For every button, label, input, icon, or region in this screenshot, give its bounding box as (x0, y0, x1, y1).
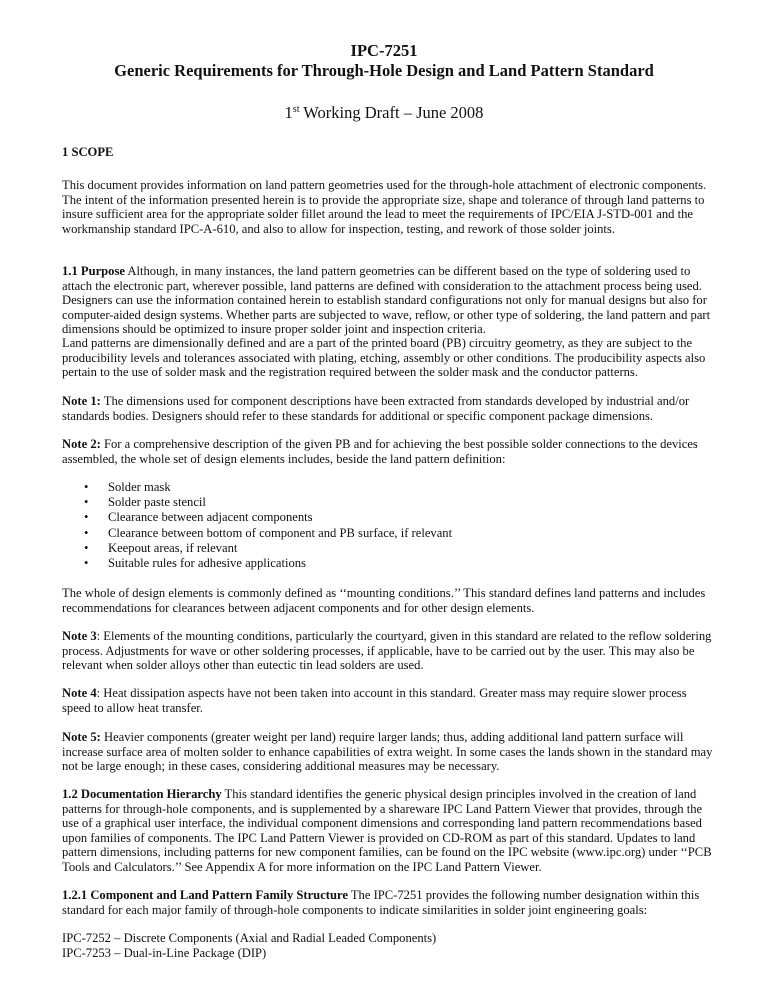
purpose-label: 1.1 Purpose (62, 264, 125, 278)
bullet-icon: • (84, 556, 89, 571)
title-block (0, 41, 768, 123)
bullet-icon: • (84, 510, 89, 525)
note1-text: The dimensions used for component descriptions have been extracted from standards developed by industrial and/or standards bodies. Designers should refer to these standards for additional or specific component package dimensions. (62, 394, 690, 423)
note1-paragraph (62, 394, 716, 423)
purpose-paragraph (62, 264, 716, 337)
doc-hierarchy-paragraph (62, 787, 716, 875)
note4-label: Note 4 (62, 686, 97, 700)
note4-paragraph (62, 686, 716, 715)
note3-paragraph (62, 629, 716, 673)
doc-title: Generic Requirements for Through-Hole Design and Land Pattern Standard (114, 61, 654, 80)
draft-ordinal: 1 (284, 103, 293, 122)
family-structure-text: The IPC-7251 provides the following number designation within this standard for each major family of through-hole components to indicate similarities in solder joint engineering goals: (62, 888, 700, 917)
note5-text: Heavier components (greater weight per land) require larger lands; thus, adding additional land pattern surface will increase surface area of molten solder to enhance capabilities of extra weight. In some cases the lands shown in the standard may not be large enough; in these cases, considering additional measures may be necessary. (62, 730, 713, 774)
draft-ordinal-suffix: st (292, 104, 300, 115)
bullet-icon: • (84, 540, 89, 555)
list-item: • Solder mask (84, 480, 171, 494)
bullet-icon: • (84, 525, 89, 540)
list-item: • Clearance between adjacent components (84, 510, 313, 525)
scope-heading: 1 SCOPE (62, 145, 114, 159)
doc-hierarchy-label: 1.2 Documentation Hierarchy (62, 787, 222, 801)
draft-subtitle (0, 103, 768, 123)
note5-paragraph (62, 730, 716, 774)
land-patterns-paragraph (62, 336, 716, 380)
list-item: • Suitable rules for adhesive applications (84, 556, 306, 571)
doc-hierarchy-text: This standard identifies the generic physical design principles involved in the creation of land patterns for through-hole components, and is supplemented by a shareware IPC Land Pattern Viewer that provides, through the use of a graphical user interface, the individual component dimensions and corresponding land pattern recommendations based upon families of components. The IPC Land Pattern Viewer is provided on CD-ROM as part of this standard. Updates to land pattern dimensions, including patterns for new component families, can be found on the IPC website (www.ipc.org) under ‘‘PCB Tools and Calculators.’’ See Appendix A for more information on the IPC Land Pattern Viewer. (62, 787, 712, 874)
note2-label: Note 2: (62, 437, 101, 451)
family-item: IPC-7253 – Dual-in-Line Package (DIP) (62, 945, 267, 960)
draft-rest: Working Draft – June 2008 (299, 103, 484, 122)
mounting-conditions-text: The whole of design elements is commonly defined as ‘‘mounting conditions.’’ This standard defines land patterns and includes recommendations for clearances between adjacent components and for other design elements. (62, 586, 706, 615)
note4-text: : Heat dissipation aspects have not been taken into account in this standard. Greater mass may require slower process speed to allow heat transfer. (62, 686, 687, 715)
bullet-icon: • (84, 495, 89, 510)
note2-text: For a comprehensive description of the given PB and for achieving the best possible solder connections to the devices assembled, the whole set of design elements includes, beside the land pattern definition: (62, 437, 698, 466)
family-structure-paragraph (62, 888, 716, 917)
list-item: • Clearance between bottom of component and PB surface, if relevant (84, 525, 453, 540)
family-item: IPC-7252 – Discrete Components (Axial and Radial Leaded Components) (62, 931, 437, 945)
list-item: • Keepout areas, if relevant (84, 540, 238, 555)
list-item: • Solder paste stencil (84, 495, 206, 510)
design-elements-list (84, 480, 704, 571)
note3-text: : Elements of the mounting conditions, particularly the courtyard, given in this standard are related to the reflow soldering process. Adjustments for wave or other soldering processes, if applicable, have to be carried out by the user. This may also be relevant when solder alloys other than eutectic tin lead solders are used. (62, 629, 712, 673)
note2-paragraph (62, 437, 716, 466)
note1-label: Note 1: (62, 394, 101, 408)
bullet-icon: • (84, 480, 89, 494)
land-patterns-text: Land patterns are dimensionally defined and are a part of the printed board (PB) circuitry geometry, as they are subject to the producibility levels and tolerances associated with plating, etching, assembly or other conditions. The producibility aspects also pertain to the use of solder mask and the registration required between the solder mask and the conductor patterns. (62, 336, 706, 380)
family-structure-label: 1.2.1 Component and Land Pattern Family Structure (62, 888, 348, 902)
doc-number: IPC-7251 (350, 41, 418, 60)
note5-label: Note 5: (62, 730, 101, 744)
family-designation-list (62, 931, 716, 960)
scope-paragraph (62, 178, 716, 236)
note3-label: Note 3 (62, 629, 97, 643)
mounting-conditions-paragraph (62, 586, 716, 615)
section-scope-heading (62, 145, 716, 160)
purpose-text: Although, in many instances, the land pattern geometries can be different based on the type of soldering used to attach the electronic part, wherever possible, land patterns are defined with consideration to the attachment process being used. Designers can use the information contained herein to establish standard configurations not only for manual designs but also for computer-aided design systems. Whether parts are subjected to wave, reflow, or other type of soldering, the land pattern and part dimensions should be optimized to insure proper solder joint and inspection criteria. (62, 264, 711, 337)
scope-text: This document provides information on land pattern geometries used for the through-hole attachment of electronic components. The intent of the information presented herein is to provide the appropriate size, shape and tolerance of through land patterns to insure sufficient area for the appropriate solder fillet around the lead to meet the requirements of IPC/EIA J-STD-001 and the workmanship standard IPC-A-610, and also to allow for inspection, testing, and rework of those solder joints. (62, 178, 707, 236)
